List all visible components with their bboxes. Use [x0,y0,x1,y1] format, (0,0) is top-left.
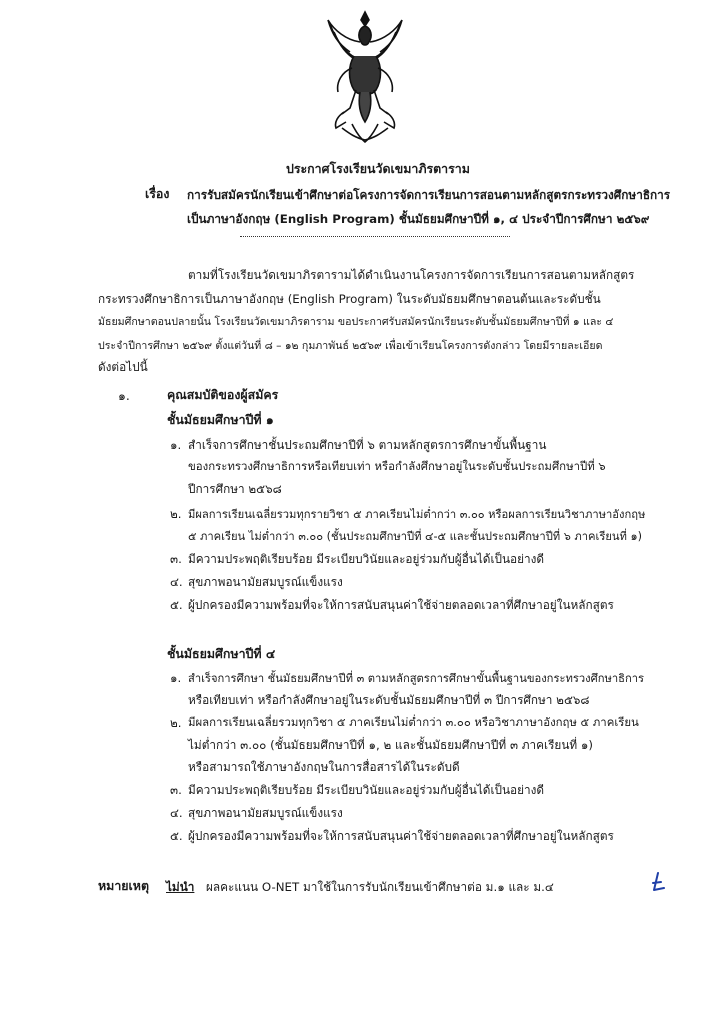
m1-item-number: ๓. [170,552,182,566]
m4-heading: ชั้นมัธยมศึกษาปีที่ ๔ [167,646,276,661]
m4-item-number: ๑. [170,671,182,685]
note-label: หมายเหตุ [98,878,150,893]
section-title: คุณสมบัติของผู้สมัคร [167,387,279,402]
m4-item-line: สุขภาพอนามัยสมบูรณ์แข็งแรง [188,806,343,820]
m1-item-line: ๕ ภาคเรียน ไม่ต่ำกว่า ๓.๐๐ (ชั้นประถมศึกษาปีที่ ๔-๕ และชั้นประถมศึกษาปีที่ ๖ ภาคเรียนที่ ๑) [188,530,642,543]
intro-line-3: มัธยมศึกษาตอนปลายนั้น โรงเรียนวัดเขมาภิรตาราม ขอประกาศรับสมัครนักเรียนระดับชั้นมัธยมศึกษาปีที่ ๑ และ ๔ [98,316,614,328]
m1-item-line: ปีการศึกษา ๒๕๖๘ [188,482,282,496]
header-divider [240,236,510,237]
m4-item-line: สำเร็จการศึกษา ชั้นมัธยมศึกษาปีที่ ๓ ตามหลักสูตรการศึกษาขั้นพื้นฐานของกระทรวงศึกษาธิการ [188,672,645,685]
m4-item-number: ๒. [170,716,182,730]
m1-item-line: มีผลการเรียนเฉลี่ยรวมทุกรายวิชา ๕ ภาคเรียนไม่ต่ำกว่า ๓.๐๐ หรือผลการเรียนวิชาภาษาอังกฤษ [188,508,646,521]
m1-item-line: สำเร็จการศึกษาชั้นประถมศึกษาปีที่ ๖ ตามหลักสูตรการศึกษาขั้นพื้นฐาน [188,438,547,452]
announcement-title: ประกาศโรงเรียนวัดเขมาภิรตาราม [286,161,470,176]
subject-line-2: เป็นภาษาอังกฤษ (English Program) ชั้นมัธยมศึกษาปีที่ ๑, ๔ ประจำปีการศึกษา ๒๕๖๙ [187,212,650,226]
m4-item-line: ไม่ต่ำกว่า ๓.๐๐ (ชั้นมัธยมศึกษาปีที่ ๑, ๒ และชั้นมัธยมศึกษาปีที่ ๓ ภาคเรียนที่ ๑) [188,738,594,752]
m4-item-line: มีความประพฤติเรียบร้อย มีระเบียบวินัยและอยู่ร่วมกับผู้อื่นได้เป็นอย่างดี [188,783,545,797]
m4-item-line: หรือเทียบเท่า หรือกำลังศึกษาอยู่ในระดับชั้นมัธยมศึกษาปีที่ ๓ ปีการศึกษา ๒๕๖๘ [188,693,590,707]
subject-line-1: การรับสมัครนักเรียนเข้าศึกษาต่อโครงการจัดการเรียนการสอนตามหลักสูตรกระทรวงศึกษาธิการ [187,188,671,202]
section-number: ๑. [118,388,130,403]
note-emphasis: ไม่นำ [166,880,195,894]
m4-item-line: ผู้ปกครองมีความพร้อมที่จะให้การสนับสนุนค่าใช้จ่ายตลอดเวลาที่ศึกษาอยู่ในหลักสูตร [188,829,614,843]
m1-item-line: สุขภาพอนามัยสมบูรณ์แข็งแรง [188,575,343,589]
note-text: ผลคะแนน O-NET มาใช้ในการรับนักเรียนเข้าศึกษาต่อ ม.๑ และ ม.๔ [206,880,554,894]
intro-line-2: กระทรวงศึกษาธิการเป็นภาษาอังกฤษ (English Program) ในระดับมัธยมศึกษาตอนต้นและระดับชั้น [98,292,601,306]
m1-item-line: ผู้ปกครองมีความพร้อมที่จะให้การสนับสนุนค่าใช้จ่ายตลอดเวลาที่ศึกษาอยู่ในหลักสูตร [188,598,614,612]
intro-line-5: ดังต่อไปนี้ [98,360,148,374]
m1-item-number: ๕. [170,598,183,612]
m1-item-line: ของกระทรวงศึกษาธิการหรือเทียบเท่า หรือกำลังศึกษาอยู่ในระดับชั้นประถมศึกษาปีที่ ๖ [188,459,606,473]
m4-item-number: ๔. [170,806,183,820]
handwritten-mark-icon [647,871,669,893]
m4-item-line: หรือสามารถใช้ภาษาอังกฤษในการสื่อสารได้ในระดับดี [188,760,460,774]
intro-line-4: ประจำปีการศึกษา ๒๕๖๙ ตั้งแต่วันที่ ๘ – ๑๒ กุมภาพันธ์ ๒๕๖๙ เพื่อเข้าเรียนโครงการดังกล่าว โดยมีรายละเอียด [98,340,603,352]
intro-line-1: ตามที่โรงเรียนวัดเขมาภิรตารามได้ดำเนินงานโครงการจัดการเรียนการสอนตามหลักสูตร [188,268,635,282]
subject-label: เรื่อง [145,186,170,201]
m1-heading: ชั้นมัธยมศึกษาปีที่ ๑ [167,412,274,427]
m1-item-number: ๔. [170,575,183,589]
m4-item-number: ๕. [170,829,183,843]
m4-item-line: มีผลการเรียนเฉลี่ยรวมทุกวิชา ๕ ภาคเรียนไม่ต่ำกว่า ๓.๐๐ หรือวิชาภาษาอังกฤษ ๕ ภาคเรียน [188,715,639,729]
m1-item-number: ๒. [170,507,182,521]
m1-item-line: มีความประพฤติเรียบร้อย มีระเบียบวินัยและอยู่ร่วมกับผู้อื่นได้เป็นอย่างดี [188,552,545,566]
garuda-emblem-icon [322,8,408,146]
m1-item-number: ๑. [170,438,182,452]
m4-item-number: ๓. [170,783,182,797]
